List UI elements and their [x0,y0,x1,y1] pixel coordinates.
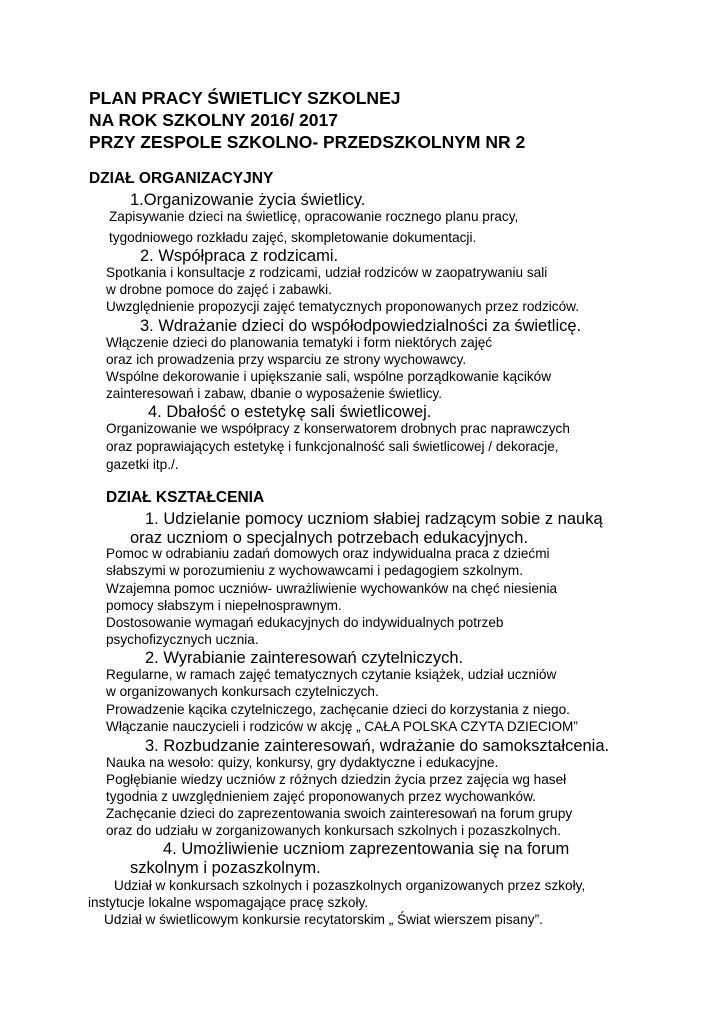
body-line: Wzajemna pomoc uczniów- uwrażliwienie wychowanków na chęć niesienia [106,581,558,596]
subsection-title: oraz uczniom o specjalnych potrzebach edukacyjnych. [130,529,529,547]
body-line: oraz do udziału w zorganizowanych konkursach szkolnych i pozaszkolnych. [106,823,561,838]
subsection-title: szkolnym i pozaszkolnym. [130,859,321,877]
body-line: tygodnia z uwzględnieniem zajęć proponowanych przez wychowanków. [106,789,536,804]
body-line: Włączenie dzieci do planowania tematyki i form niektórych zajęć [106,335,493,350]
body-line: Pogłębianie wiedzy uczniów z różnych dziedzin życia przez zajęcia wg haseł [106,772,567,787]
title-line-3: PRZY ZESPOLE SZKOLNO- PRZEDSZKOLNYM NR 2 [89,132,526,152]
body-line: Spotkania i konsultacje z rodzicami, udział rodziców w zaopatrywaniu sali [106,265,548,280]
section-heading-organizational: DZIAŁ ORGANIZACYJNY [89,170,274,187]
body-line: słabszymi w porozumieniu z wychowawcami i pedagogiem szkolnym. [106,563,524,578]
section-heading-education: DZIAŁ KSZTAŁCENIA [106,489,265,506]
subsection-title: 3. Wdrażanie dzieci do współodpowiedzialności za świetlicę. [140,317,582,335]
body-line: Organizowanie we współpracy z konserwatorem drobnych prac naprawczych [106,421,570,436]
subsection-title: 4. Umożliwienie uczniom zaprezentowania się na forum [163,840,570,858]
body-line: Udział w świetlicowym konkursie recytatorskim „ Świat wierszem pisany”. [104,912,543,927]
body-line: Zachęcanie dzieci do zaprezentowania swoich zainteresowań na forum grupy [106,806,573,821]
body-line: Dostosowanie wymagań edukacyjnych do indywidualnych potrzeb [106,615,504,630]
body-line: tygodniowego rozkładu zajęć, skompletowanie dokumentacji. [109,230,477,245]
body-line: psychofizycznych ucznia. [106,632,259,647]
subsection-title: 2. Współpraca z rodzicami. [140,247,339,265]
subsection-title: 3. Rozbudzanie zainteresowań, wdrażanie do samokształcenia. [145,737,610,755]
body-line: Regularne, w ramach zajęć tematycznych czytanie książek, udział uczniów [106,667,557,682]
body-line: w drobne pomoce do zajęć i zabawki. [106,282,332,297]
title-line-2: NA ROK SZKOLNY 2016/ 2017 [89,110,338,130]
body-line: oraz poprawiających estetykę i funkcjonalność sali świetlicowej / dekoracje, [106,439,559,454]
body-line: Nauka na wesoło: quizy, konkursy, gry dydaktyczne i edukacyjne. [106,755,499,770]
body-line: Prowadzenie kącika czytelniczego, zachęcanie dzieci do korzystania z niego. [106,702,570,717]
body-line: instytucje lokalne wspomagające pracę szkoły. [88,895,369,910]
body-line: zainteresowań i zabaw, dbanie o wyposażenie świetlicy. [106,386,442,401]
body-line: Włączanie nauczycieli i rodziców w akcję „ CAŁA POLSKA CZYTA DZIECIOM” [106,719,578,734]
body-line: Pomoc w odrabianiu zadań domowych oraz indywidualna praca z dziećmi [106,546,550,561]
title-line-1: PLAN PRACY ŚWIETLICY SZKOLNEJ [89,88,401,108]
body-line: oraz ich prowadzenia przy wsparciu ze strony wychowawcy. [106,352,467,367]
body-line: Udział w konkursach szkolnych i pozaszkolnych organizowanych przez szkoły, [114,878,586,893]
subsection-title: 4. Dbałość o estetykę sali świetlicowej. [148,403,432,421]
subsection-title: 1.Organizowanie życia świetlicy. [130,191,366,209]
body-line: Uwzględnienie propozycji zajęć tematycznych proponowanych przez rodziców. [106,299,579,314]
body-line: w organizowanych konkursach czytelniczych. [106,684,379,699]
body-line: gazetki itp./. [106,457,179,472]
body-line: Wspólne dekorowanie i upiększanie sali, wspólne porządkowanie kącików [106,369,552,384]
subsection-title: 2. Wyrabianie zainteresowań czytelniczych. [145,649,464,667]
body-line: pomocy słabszym i niepełnosprawnym. [106,598,342,613]
body-line: Zapisywanie dzieci na świetlicę, opracowanie rocznego planu pracy, [109,209,519,224]
subsection-title: 1. Udzielanie pomocy uczniom słabiej radzącym sobie z nauką [145,510,603,528]
